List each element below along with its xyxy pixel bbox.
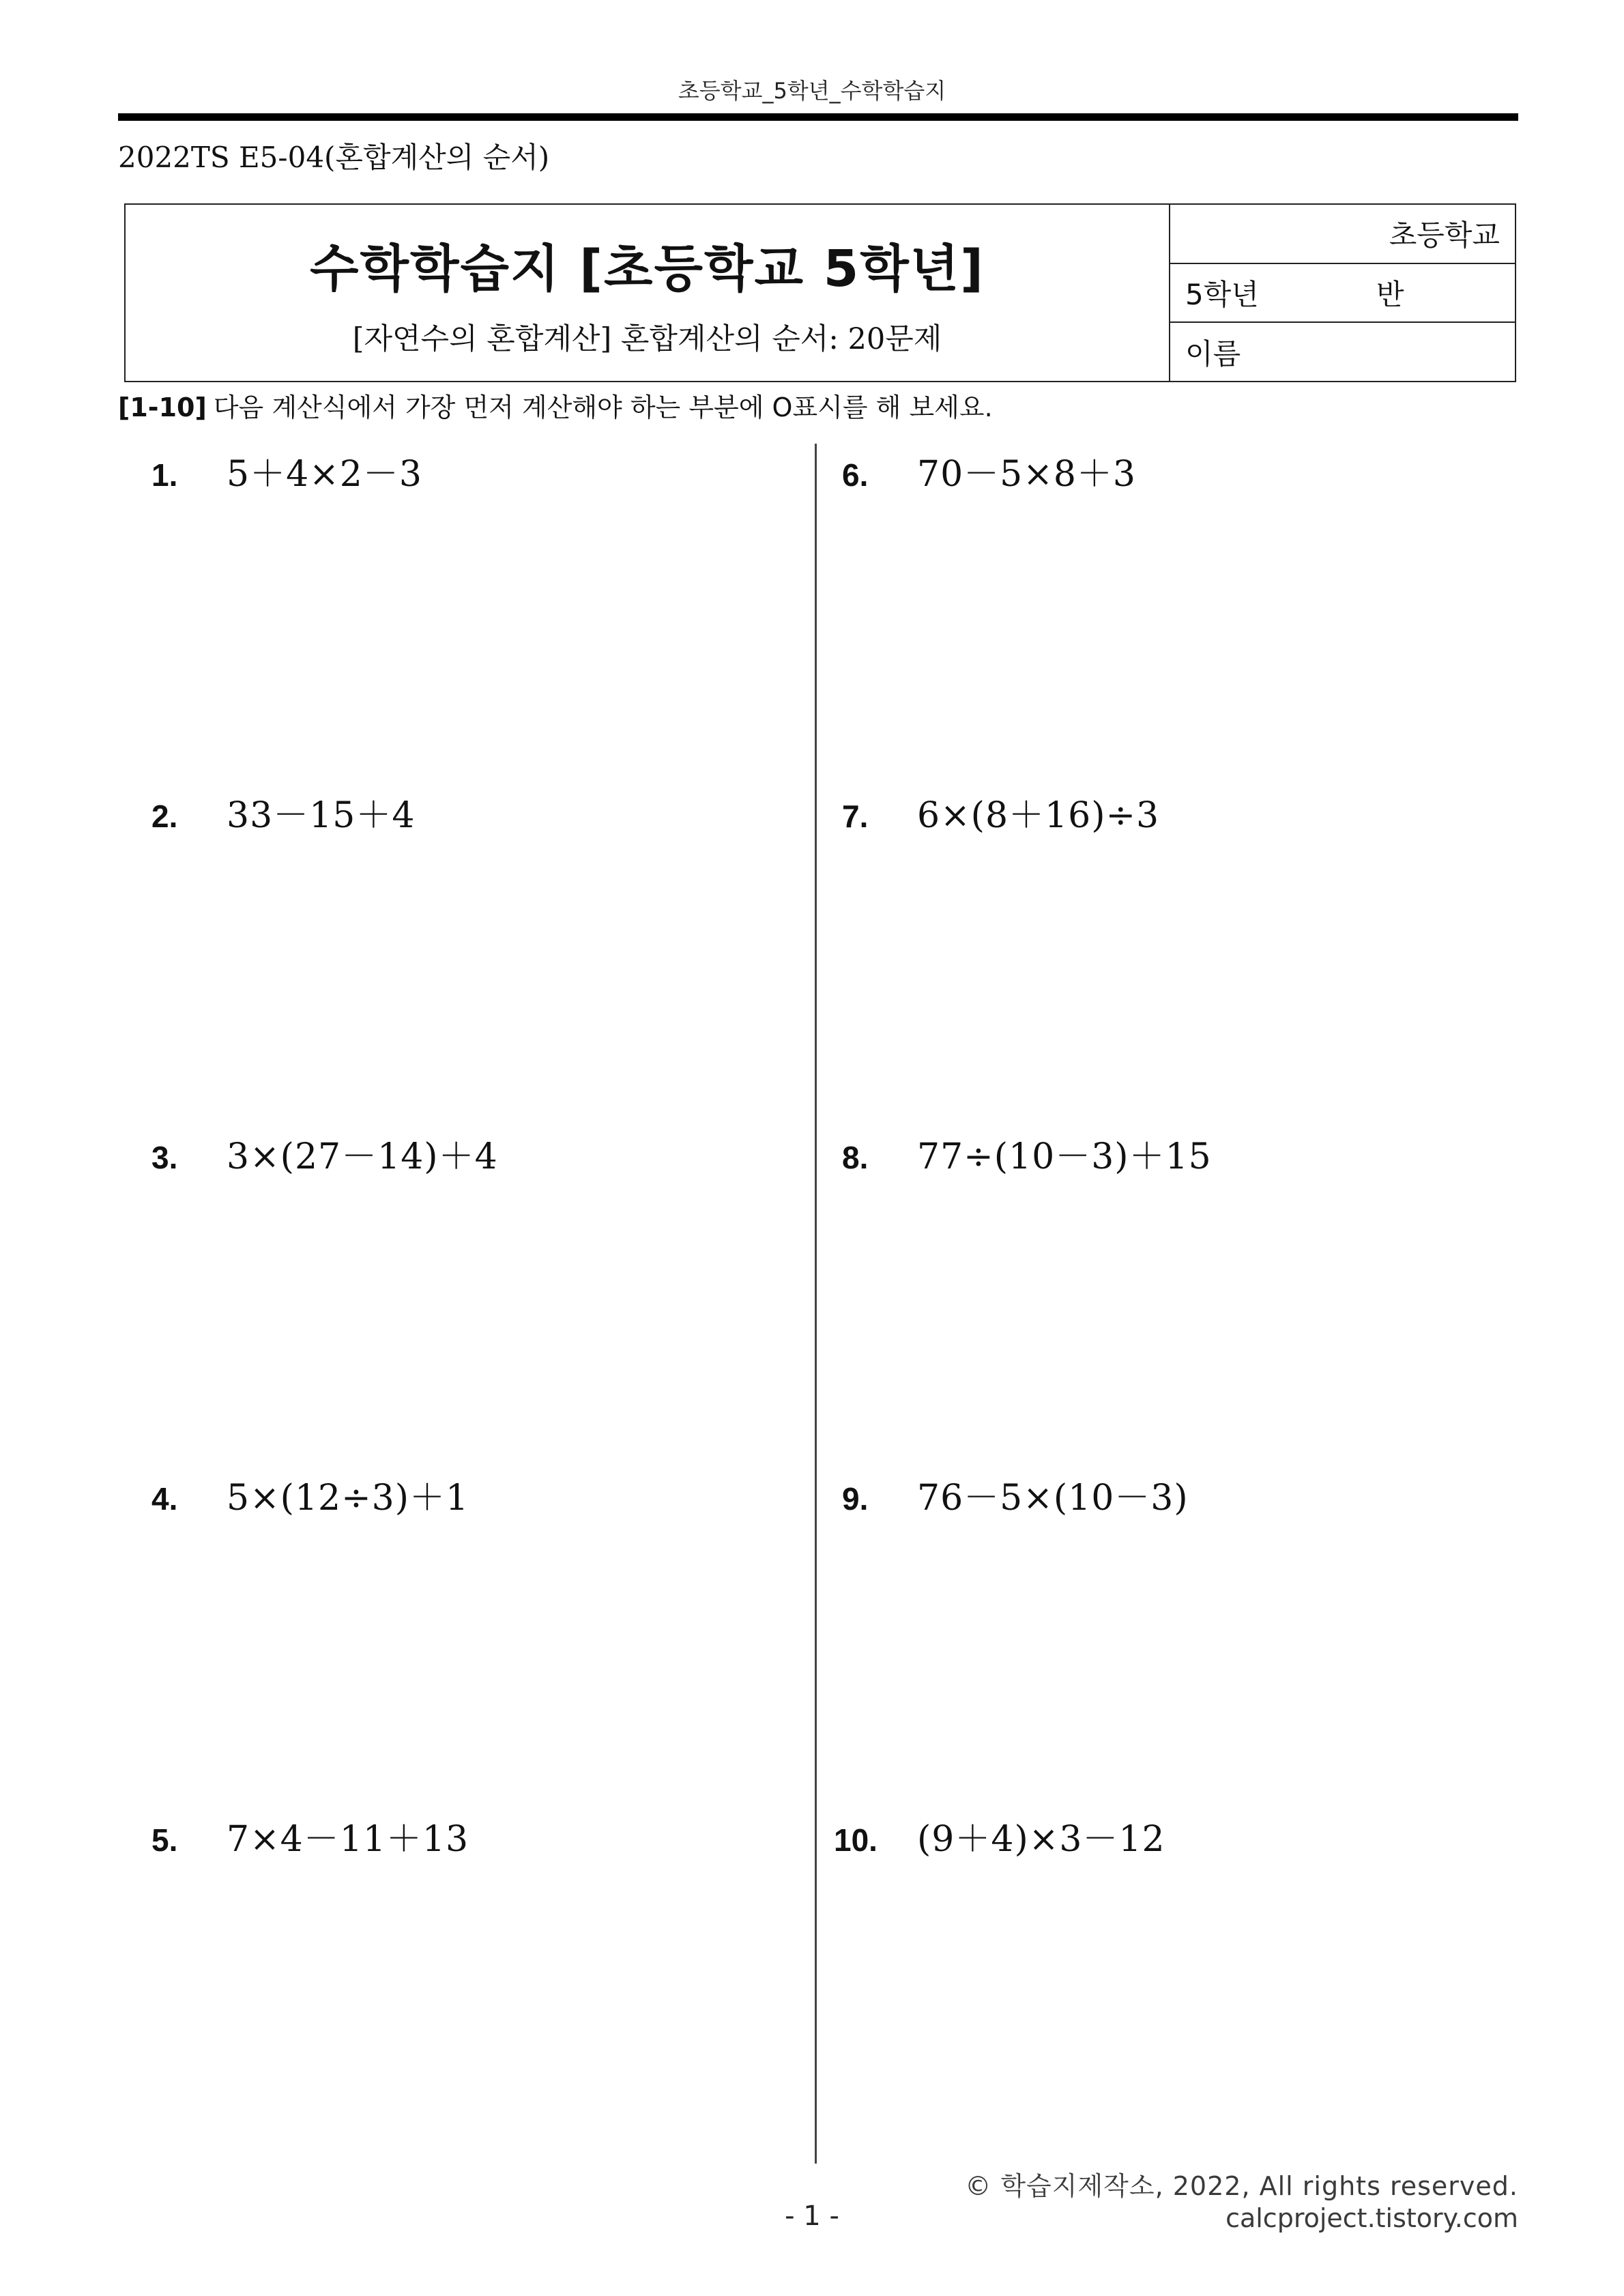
problem-number: 6. bbox=[842, 457, 869, 493]
problem-expression[interactable]: 76－5×(10－3) bbox=[917, 1478, 1189, 1519]
problem-5 bbox=[151, 1810, 469, 1861]
problem-9 bbox=[842, 1469, 1189, 1520]
problem-number: 8. bbox=[842, 1140, 869, 1175]
school-field[interactable] bbox=[1170, 205, 1515, 264]
problem-4 bbox=[151, 1469, 469, 1520]
problem-1 bbox=[151, 445, 422, 496]
problem-number: 5. bbox=[151, 1822, 178, 1858]
document-code: 2022TS E5-04(혼합계산의 순서) bbox=[118, 141, 550, 174]
problem-range: [1-10] bbox=[118, 392, 207, 422]
problem-number: 9. bbox=[842, 1481, 869, 1517]
problem-number: 2. bbox=[151, 799, 178, 834]
worksheet-subtitle: [자연수의 혼합계산] 혼합계산의 순서: 20문제 bbox=[352, 321, 942, 356]
grade-label: 5학년 bbox=[1185, 278, 1259, 311]
site-link[interactable]: calcproject.tistory.com bbox=[1226, 2203, 1518, 2233]
worksheet-title: 수학학습지 [초등학교 5학년] bbox=[310, 239, 985, 298]
problem-expression[interactable]: (9＋4)×3－12 bbox=[917, 1819, 1165, 1860]
problem-6 bbox=[842, 445, 1136, 496]
running-header: 초등학교_5학년_수학학습지 bbox=[678, 78, 946, 104]
problem-8 bbox=[842, 1128, 1212, 1179]
problem-expression[interactable]: 70－5×8＋3 bbox=[917, 454, 1136, 495]
instruction-text: 다음 계산식에서 가장 먼저 계산해야 하는 부분에 O표시를 해 보세요. bbox=[213, 392, 993, 422]
problem-10 bbox=[834, 1810, 1165, 1861]
problem-number: 7. bbox=[842, 799, 869, 834]
problem-number: 10. bbox=[834, 1822, 878, 1858]
copyright-notice: © 학습지제작소, 2022, All rights reserved. bbox=[965, 2171, 1518, 2201]
page-number: - 1 - bbox=[785, 2200, 839, 2232]
problem-expression[interactable]: 7×4－11＋13 bbox=[227, 1819, 469, 1860]
problem-2 bbox=[151, 786, 415, 837]
problem-expression[interactable]: 3×(27－14)＋4 bbox=[227, 1136, 498, 1177]
school-label: 초등학교 bbox=[1389, 218, 1500, 253]
name-field[interactable] bbox=[1170, 323, 1515, 381]
student-info-table bbox=[1170, 205, 1515, 381]
problem-number: 4. bbox=[151, 1481, 178, 1517]
problem-7 bbox=[842, 786, 1159, 837]
instruction bbox=[118, 386, 993, 424]
class-label: 반 bbox=[1376, 278, 1404, 311]
name-label: 이름 bbox=[1185, 336, 1241, 371]
problem-expression[interactable]: 5＋4×2－3 bbox=[227, 454, 422, 495]
problem-expression[interactable]: 33－15＋4 bbox=[227, 795, 416, 836]
problem-number: 3. bbox=[151, 1140, 178, 1175]
problem-number: 1. bbox=[151, 457, 178, 493]
header-rule bbox=[118, 113, 1518, 121]
problem-expression[interactable]: 5×(12÷3)＋1 bbox=[227, 1478, 469, 1519]
column-divider bbox=[815, 444, 817, 2164]
title-area bbox=[126, 205, 1170, 381]
problem-3 bbox=[151, 1128, 498, 1179]
title-box bbox=[124, 203, 1516, 382]
problem-expression[interactable]: 6×(8＋16)÷3 bbox=[917, 795, 1160, 836]
problem-expression[interactable]: 77÷(10－3)＋15 bbox=[917, 1136, 1212, 1177]
grade-class-field[interactable] bbox=[1170, 264, 1515, 324]
